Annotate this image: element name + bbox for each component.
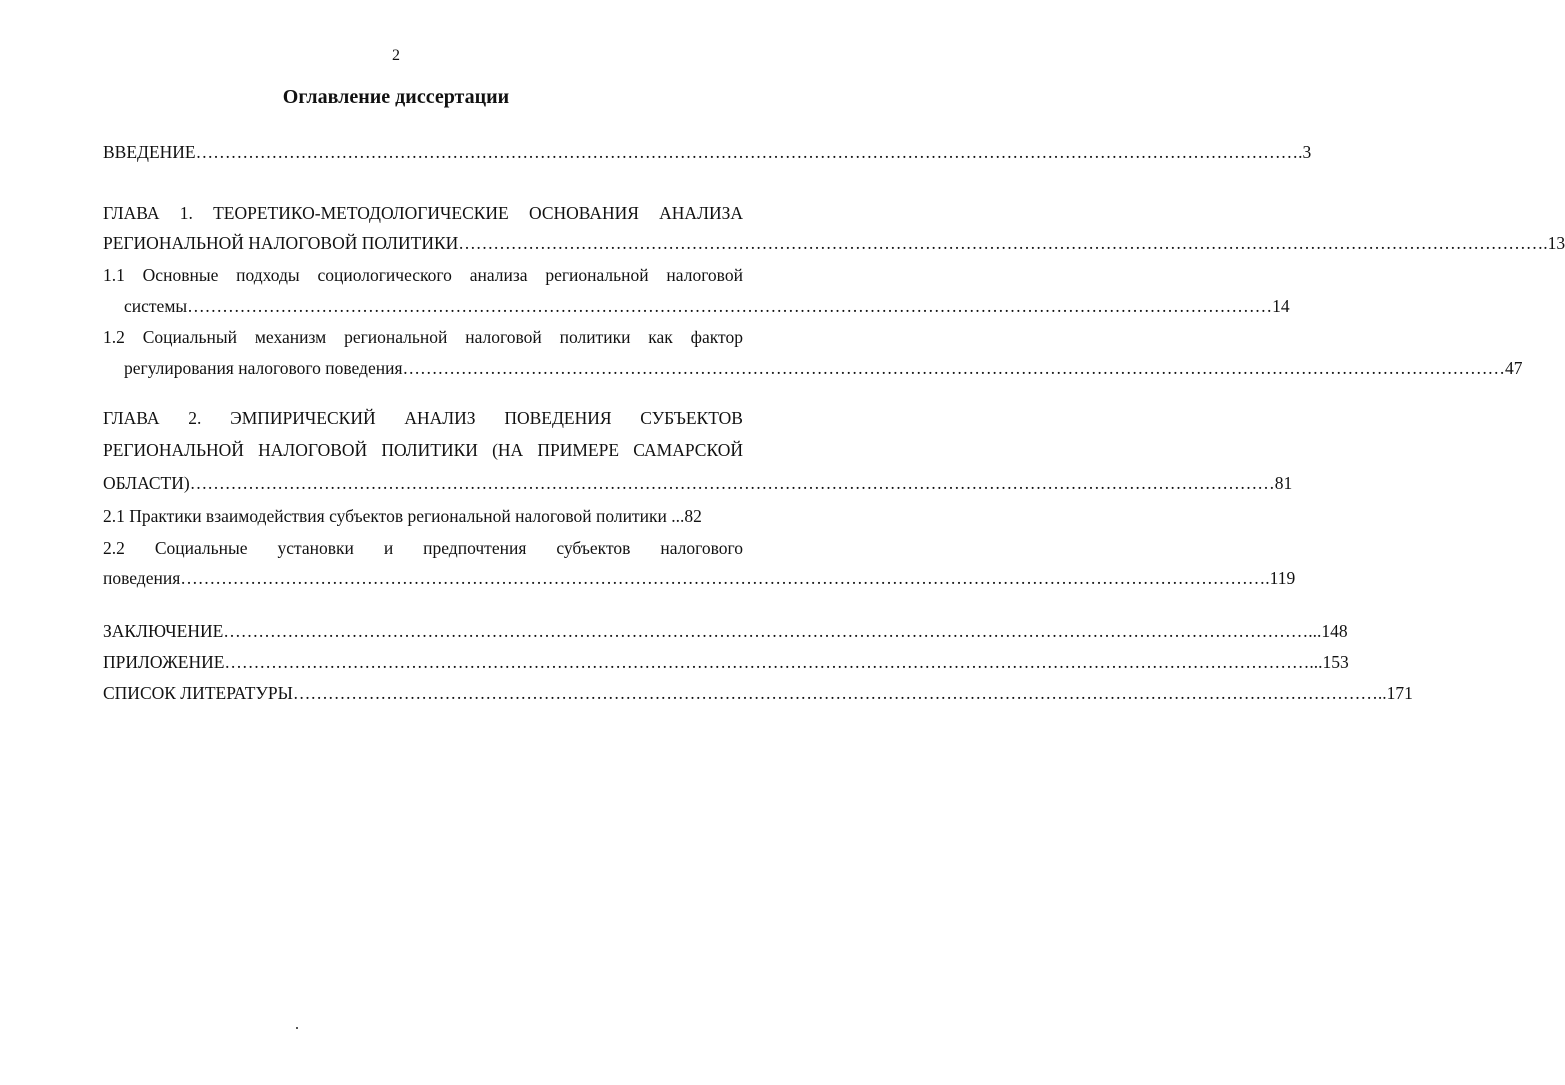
toc-entry-text: СПИСОК ЛИТЕРАТУРЫ bbox=[103, 683, 293, 703]
toc-entry-line bbox=[103, 263, 743, 287]
word: ГЛАВА bbox=[103, 408, 160, 428]
word: политики bbox=[559, 327, 631, 347]
toc-entry-text: ОБЛАСТИ) bbox=[103, 473, 190, 493]
word: субъектов bbox=[556, 538, 631, 558]
toc-entry-text: регулирования налогового поведения bbox=[124, 358, 403, 378]
leader-dots: …………………………………………………………………………………………………………………………………………………………………… bbox=[224, 652, 1310, 672]
toc-page-number: ...153 bbox=[1309, 652, 1349, 672]
page-title: Оглавление диссертации bbox=[282, 86, 510, 108]
word: ПОВЕДЕНИЯ bbox=[504, 408, 612, 428]
toc-page-number: …47 bbox=[1487, 358, 1523, 378]
word: ОСНОВАНИЯ bbox=[528, 203, 639, 223]
leader-dots: …………………………………………………………………………………………………………………………………………………………………… bbox=[223, 621, 1309, 641]
toc-page-number: 14 bbox=[1272, 296, 1290, 316]
word: НАЛОГОВОЙ bbox=[258, 440, 368, 460]
word: АНАЛИЗА bbox=[659, 203, 743, 223]
word: 2.2 bbox=[103, 538, 125, 558]
word: СУБЪЕКТОВ bbox=[640, 408, 743, 428]
toc-entry-line bbox=[124, 356, 1523, 380]
leader-dots: …………………………………………………………………………………………………………………………………………………………………… bbox=[292, 683, 1378, 703]
word: региональной bbox=[545, 265, 649, 285]
word: 1. bbox=[179, 203, 193, 223]
word: налоговой bbox=[666, 265, 743, 285]
toc-entry-line bbox=[103, 566, 1296, 590]
toc-entry-line bbox=[103, 231, 1565, 255]
toc-entry-text: ПРИЛОЖЕНИЕ bbox=[103, 652, 225, 672]
word: ПОЛИТИКИ bbox=[381, 440, 478, 460]
word: ПРИМЕРЕ bbox=[537, 440, 620, 460]
word: механизм bbox=[254, 327, 327, 347]
word: 1.1 bbox=[103, 265, 125, 285]
toc-entry-references[interactable] bbox=[103, 681, 1413, 705]
word: как bbox=[648, 327, 673, 347]
toc-entry-line bbox=[103, 438, 743, 462]
toc-entry-line bbox=[124, 294, 1290, 318]
word: (НА bbox=[492, 440, 524, 460]
toc-entry-conclusion[interactable] bbox=[103, 619, 1348, 643]
toc-entry-text: ЗАКЛЮЧЕНИЕ bbox=[103, 621, 224, 641]
leader-dots: …………………………………………………………………………………………………………………………………………………………………… bbox=[402, 358, 1488, 378]
toc-page-number: .119 bbox=[1265, 568, 1296, 588]
word: ТЕОРЕТИКО-МЕТОДОЛОГИЧЕСКИЕ bbox=[213, 203, 509, 223]
leader-dots: …………………………………………………………………………………………………………………………………………………………………… bbox=[187, 296, 1273, 316]
word: АНАЛИЗ bbox=[404, 408, 476, 428]
word: САМАРСКОЙ bbox=[633, 440, 743, 460]
toc-entry-line bbox=[103, 201, 743, 225]
word: РЕГИОНАЛЬНОЙ bbox=[103, 440, 244, 460]
word: и bbox=[383, 538, 394, 558]
toc-entry-text: РЕГИОНАЛЬНОЙ НАЛОГОВОЙ ПОЛИТИКИ bbox=[103, 233, 459, 253]
toc-page-number: .13 bbox=[1543, 233, 1565, 253]
word: анализа bbox=[469, 265, 528, 285]
leader-dots: …………………………………………………………………………………………………………………………………………………………………… bbox=[189, 473, 1275, 493]
word: ГЛАВА bbox=[103, 203, 160, 223]
word: Социальные bbox=[154, 538, 248, 558]
word: предпочтения bbox=[423, 538, 527, 558]
toc-entry-section-2-1[interactable] bbox=[103, 504, 743, 528]
word: 2. bbox=[188, 408, 202, 428]
leader-dots: …………………………………………………………………………………………………………………………………………………………………… bbox=[195, 142, 1281, 162]
word: Основные bbox=[142, 265, 219, 285]
toc-entry-text: 2.1 Практики взаимодействия субъектов региональной налоговой политики ...82 bbox=[103, 506, 702, 526]
toc-page-number: ...148 bbox=[1308, 621, 1348, 641]
toc-entry-text: поведения bbox=[103, 568, 181, 588]
word: налогового bbox=[660, 538, 743, 558]
toc-entry-line bbox=[103, 536, 743, 560]
toc-entry-line bbox=[103, 406, 743, 430]
toc-entry-line bbox=[103, 471, 1293, 495]
word: налоговой bbox=[465, 327, 542, 347]
toc-page-number: 81 bbox=[1274, 473, 1293, 493]
toc-entry-text: системы bbox=[124, 296, 188, 316]
word: региональной bbox=[344, 327, 448, 347]
word: подходы bbox=[236, 265, 300, 285]
word: 1.2 bbox=[103, 327, 125, 347]
word: установки bbox=[277, 538, 354, 558]
toc-entry-appendix[interactable] bbox=[103, 650, 1349, 674]
toc-page-number: ….3 bbox=[1280, 142, 1312, 162]
toc-entry-text: ВВЕДЕНИЕ bbox=[103, 142, 196, 162]
leader-dots: …………………………………………………………………………………………………………………………………………………………………… bbox=[180, 568, 1266, 588]
scan-speck bbox=[296, 1027, 298, 1029]
word: ЭМПИРИЧЕСКИЙ bbox=[230, 408, 376, 428]
word: социологического bbox=[317, 265, 452, 285]
page-number: 2 bbox=[392, 47, 400, 64]
word: фактор bbox=[690, 327, 743, 347]
word: Социальный bbox=[142, 327, 237, 347]
leader-dots: …………………………………………………………………………………………………………………………………………………………………… bbox=[458, 233, 1544, 253]
toc-entry-line bbox=[103, 325, 743, 349]
toc-entry-intro[interactable] bbox=[103, 140, 1312, 164]
toc-page-number: ..171 bbox=[1377, 683, 1413, 703]
